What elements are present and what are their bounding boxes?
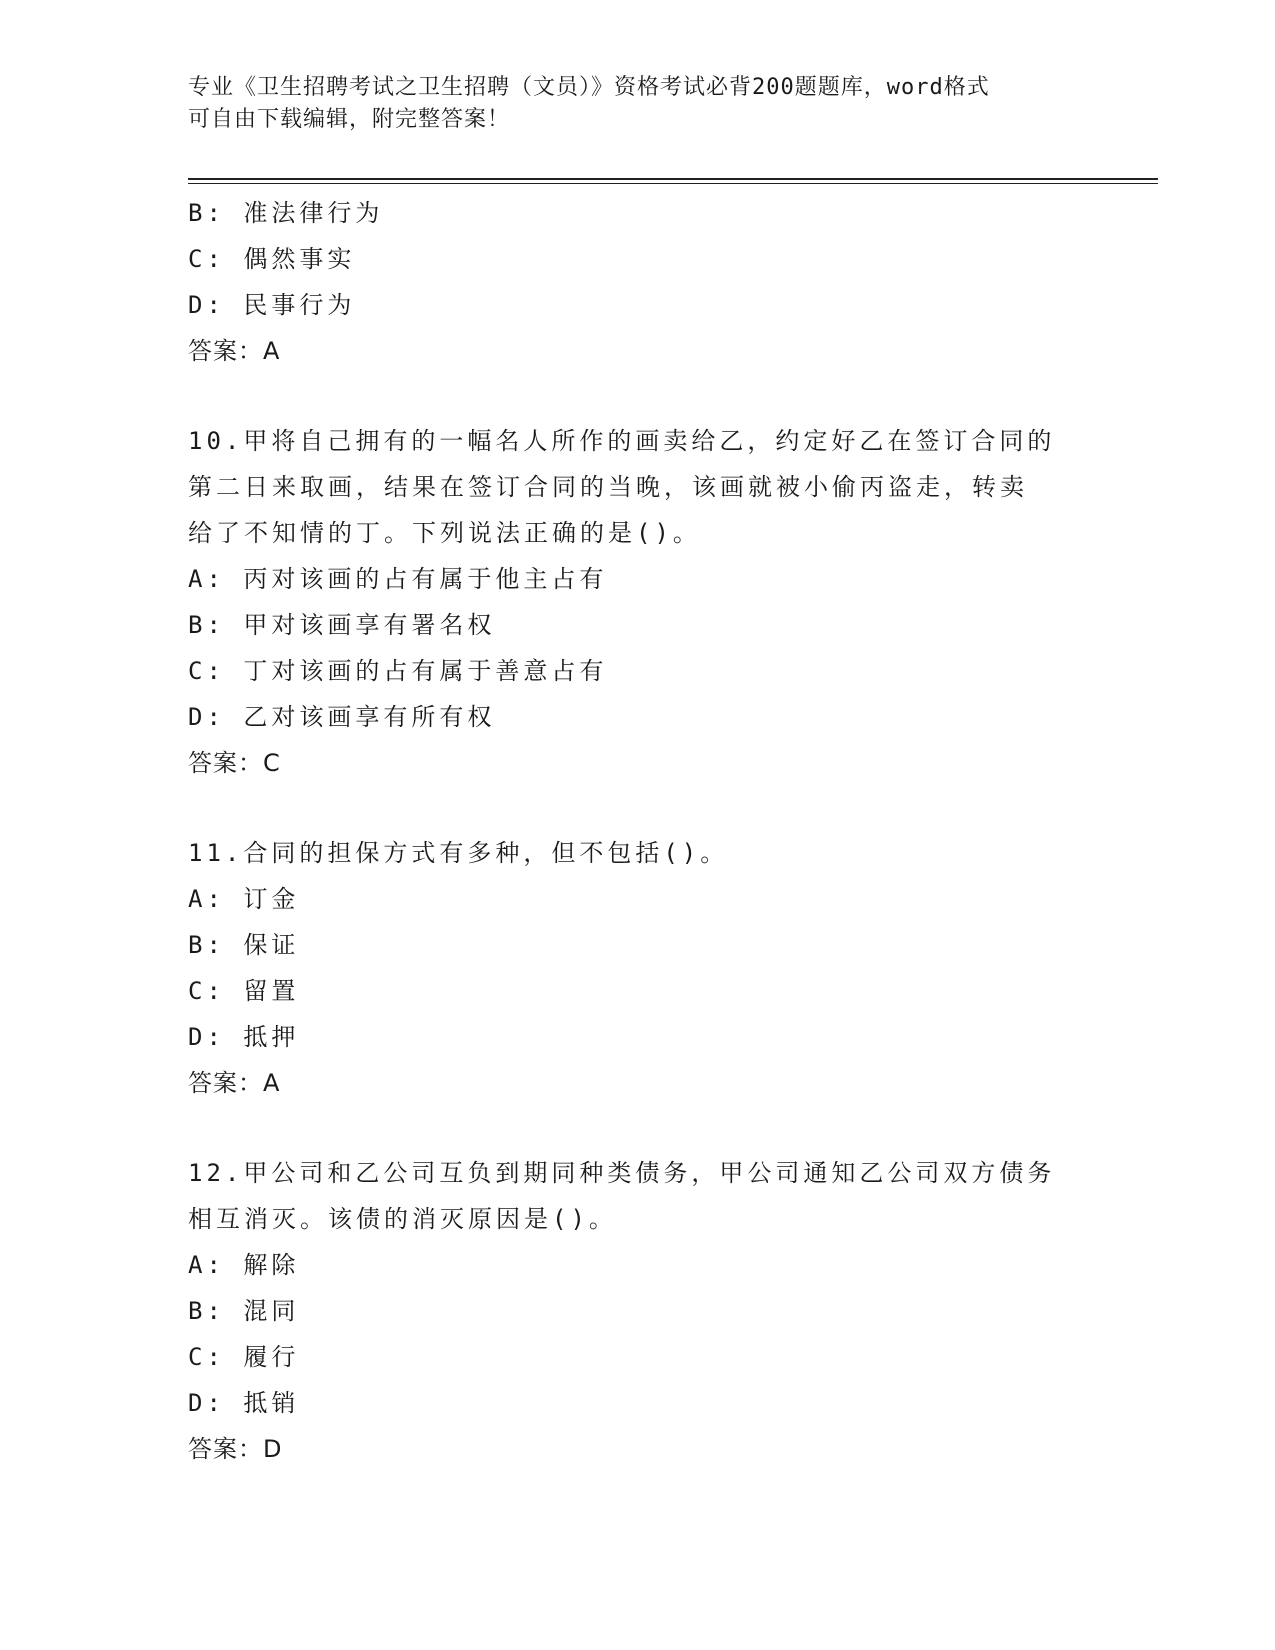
- header-rule-thick: [188, 178, 1158, 180]
- question-stem-line: 第二日来取画，结果在签订合同的当晚，该画就被小偷丙盗走，转卖: [188, 473, 1028, 501]
- question-stem-line: 10.甲将自己拥有的一幅名人所作的画卖给乙，约定好乙在签订合同的: [188, 427, 1056, 455]
- header-line-1: 专业《卫生招聘考试之卫生招聘（文员）》资格考试必背200题题库，word格式: [188, 75, 990, 100]
- question-list: [188, 190, 1088, 1472]
- question-stem-line: 12.甲公司和乙公司互负到期同种类债务，甲公司通知乙公司双方债务: [188, 1159, 1056, 1187]
- option-d: D: 乙对该画享有所有权: [188, 703, 496, 731]
- question-12: [188, 1150, 1088, 1472]
- option-b: B: 准法律行为: [188, 199, 384, 227]
- question-partial: [188, 190, 1088, 374]
- option-b: B: 混同: [188, 1297, 300, 1325]
- question-11: [188, 830, 1088, 1106]
- option-a: A: 丙对该画的占有属于他主占有: [188, 565, 608, 593]
- option-c: C: 履行: [188, 1343, 300, 1371]
- answer-line: 答案：A: [188, 1069, 281, 1097]
- option-c: C: 偶然事实: [188, 245, 356, 273]
- option-b: B: 保证: [188, 931, 300, 959]
- answer-line: 答案：D: [188, 1435, 283, 1463]
- question-stem-line: 相互消灭。该债的消灭原因是()。: [188, 1205, 617, 1233]
- answer-line: 答案：C: [188, 749, 281, 777]
- answer-line: 答案：A: [188, 337, 281, 365]
- header-line-2: 可自由下载编辑，附完整答案！: [188, 107, 511, 132]
- option-a: A: 解除: [188, 1251, 300, 1279]
- option-c: C: 丁对该画的占有属于善意占有: [188, 657, 608, 685]
- option-c: C: 留置: [188, 977, 300, 1005]
- option-b: B: 甲对该画享有署名权: [188, 611, 496, 639]
- question-stem-line: 给了不知情的丁。下列说法正确的是()。: [188, 519, 701, 547]
- question-10: [188, 418, 1088, 786]
- option-d: D: 抵押: [188, 1023, 300, 1051]
- option-d: D: 抵销: [188, 1389, 300, 1417]
- document-header: [188, 72, 1088, 136]
- option-d: D: 民事行为: [188, 291, 356, 319]
- question-stem-line: 11.合同的担保方式有多种，但不包括()。: [188, 839, 729, 867]
- header-rule-thin: [188, 183, 1158, 184]
- option-a: A: 订金: [188, 885, 300, 913]
